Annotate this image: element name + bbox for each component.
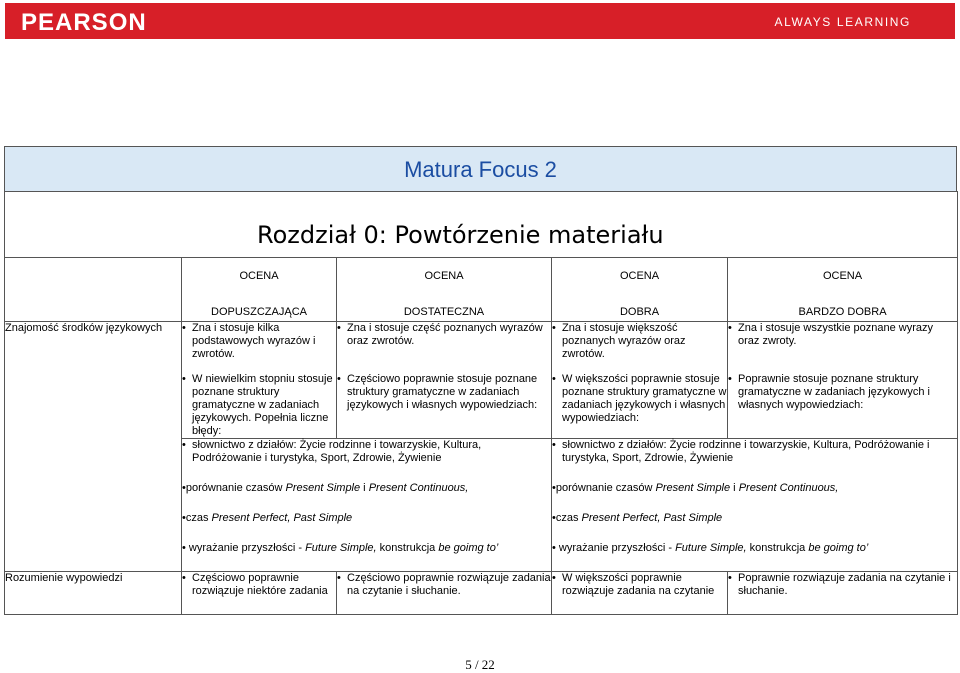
cell-language-dobra	[552, 322, 728, 439]
grade-header-dostateczna: OCENA DOSTATECZNA	[337, 258, 552, 322]
grades-row	[5, 258, 958, 322]
list-item: • słownictwo z działów: Życie rodzinne i towarzyskie, Kultura, Podróżowanie i turystyka, Sport, Zdrowie, Żywienie	[552, 439, 957, 465]
cell-comprehension-dopuszczajaca	[182, 572, 337, 615]
cell-comprehension-dostateczna	[337, 572, 552, 615]
list-item: •czas Present Perfect, Past Simple	[182, 512, 353, 524]
list-item: • Częściowo poprawnie rozwiązuje zadania na czytanie i słuchanie.	[337, 572, 551, 598]
chapter-header	[5, 192, 958, 258]
list-item: • wyrażanie przyszłości - Future Simple, konstrukcja be goimg to’	[182, 542, 499, 554]
list-item: • Zna i stosuje wszystkie poznane wyrazy oraz zwroty.	[728, 322, 957, 348]
list-item: • słownictwo z działów: Życie rodzinne i towarzyskie, Kultura, Podróżowanie i turystyka, Sport, Zdrowie, Żywienie	[182, 439, 551, 465]
list-item: • Zna i stosuje część poznanych wyrazów oraz zwrotów.	[337, 322, 551, 348]
list-item: • W niewielkim stopniu stosuje poznane struktury gramatyczne w zadaniach językowych. Popełnia liczne błędy:	[182, 373, 336, 438]
list-item: • Częściowo poprawnie stosuje poznane struktury gramatyczne w zadaniach językowych i własnych wypowiedziach:	[337, 373, 551, 412]
list-item: •porównanie czasów Present Simple i Present Continuous,	[552, 482, 839, 494]
pearson-logo: PEARSON	[21, 9, 147, 36]
list-item: • Poprawnie rozwiązuje zadania na czytanie i słuchanie.	[728, 572, 957, 598]
list-item: • Zna i stosuje większość poznanych wyrazów oraz zwrotów.	[552, 322, 727, 361]
topics-right-cell	[552, 439, 958, 572]
criteria-row-language	[5, 322, 958, 439]
cell-language-dopuszczajaca	[182, 322, 337, 439]
topics-left-cell	[182, 439, 552, 572]
document-title: Matura Focus 2	[404, 157, 557, 182]
cell-comprehension-bardzo-dobra	[728, 572, 958, 615]
list-item: • Częściowo poprawnie rozwiązuje niektóre zadania	[182, 572, 336, 598]
cell-comprehension-dobra	[552, 572, 728, 615]
chapter-title: Rozdział 0: Powtórzenie materiału	[257, 221, 664, 249]
criteria-table	[4, 191, 958, 615]
list-item: •porównanie czasów Present Simple i Present Continuous,	[182, 482, 469, 494]
row-label-comprehension: Rozumienie wypowiedzi	[5, 572, 182, 615]
list-item: • W większości poprawnie stosuje poznane struktury gramatyczne w zadaniach językowych i własnych wypowiedziach:	[552, 373, 727, 425]
list-item: • Zna i stosuje kilka podstawowych wyrazów i zwrotów.	[182, 322, 336, 361]
list-item: •czas Present Perfect, Past Simple	[552, 512, 723, 524]
tagline: ALWAYS LEARNING	[774, 15, 911, 29]
grade-header-dopuszczajaca: OCENA DOPUSZCZAJĄCA	[182, 258, 337, 322]
grade-header-bardzo-dobra: OCENA BARDZO DOBRA	[728, 258, 958, 322]
cell-language-dostateczna	[337, 322, 552, 439]
grade-header-dobra: OCENA DOBRA	[552, 258, 728, 322]
row-label-language: Znajomość środków językowych	[5, 322, 182, 572]
list-item: • Poprawnie stosuje poznane struktury gramatyczne w zadaniach językowych i własnych wypowiedziach:	[728, 373, 957, 412]
document-title-box	[4, 146, 957, 191]
empty-corner-cell	[5, 258, 182, 322]
pearson-banner	[5, 3, 955, 39]
cell-language-bardzo-dobra	[728, 322, 958, 439]
criteria-row-comprehension	[5, 572, 958, 615]
list-item: • W większości poprawnie rozwiązuje zadania na czytanie	[552, 572, 727, 598]
page-number: 5 / 22	[465, 657, 495, 672]
list-item: • wyrażanie przyszłości - Future Simple, konstrukcja be goimg to’	[552, 542, 869, 554]
